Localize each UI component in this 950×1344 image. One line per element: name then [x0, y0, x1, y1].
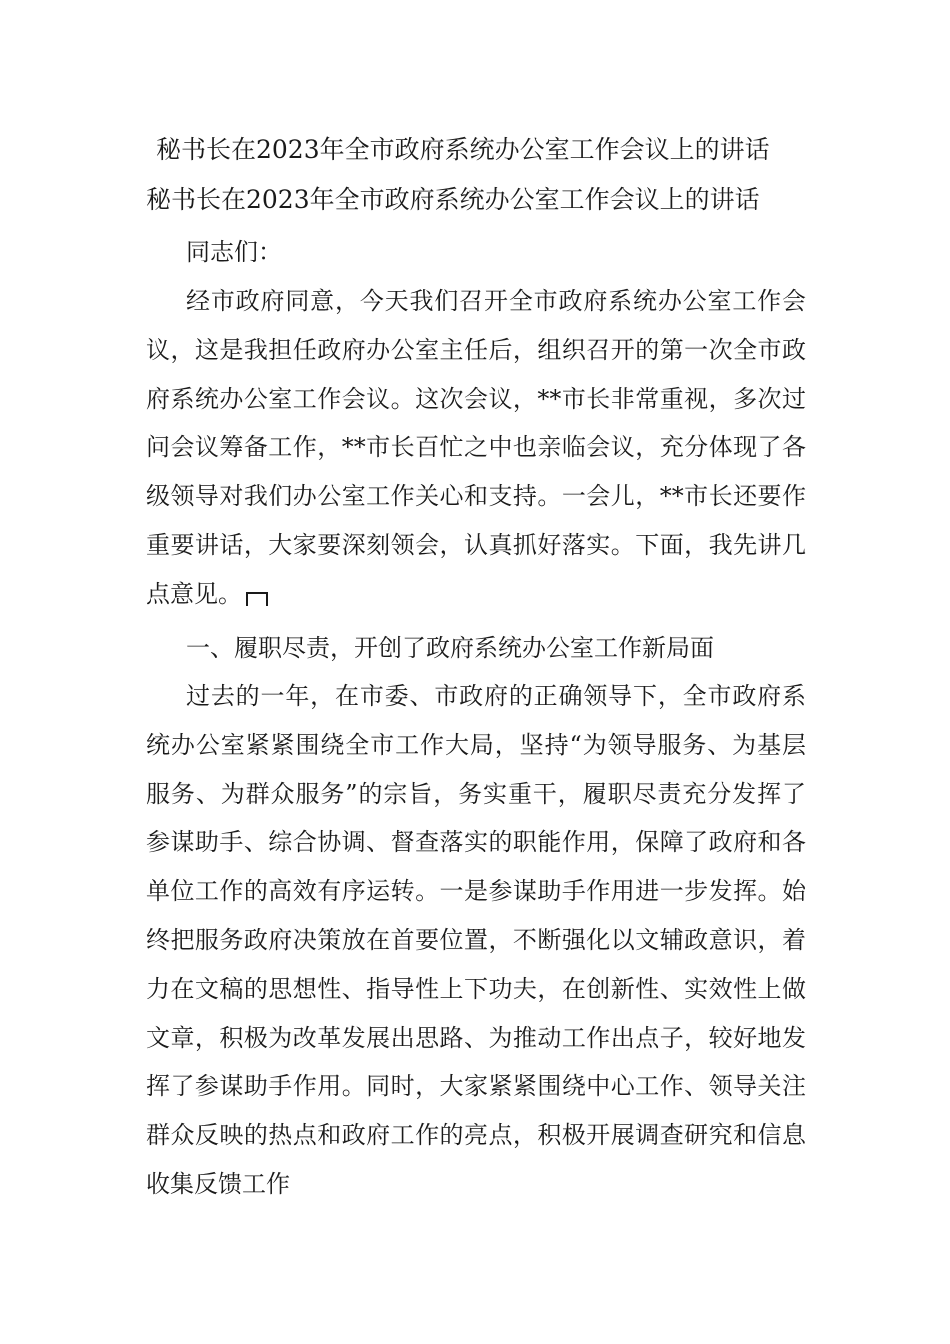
document-title: 秘书长在2023年全市政府系统办公室工作会议上的讲话 [156, 135, 770, 164]
paragraph-opening-text: 经市政府同意，今天我们召开全市政府系统办公室工作会议，这是我担任政府办公室主任后，组织召开的第一次全市政府系统办公室工作会议。这次会议，**市长非常重视，多次过问会议筹备工作，**市长百忙之中也亲临会议，充分体现了各级领导对我们办公室工作关心和支持。一会儿，**市长还要作重要讲话，大家要深刻领会，认真抓好落实。下面，我先讲几点意见。 [146, 287, 806, 608]
document-title-repeat: 秘书长在2023年全市政府系统办公室工作会议上的讲话 [146, 185, 760, 214]
section-heading-1: 一、履职尽责，开创了政府系统办公室工作新局面 [186, 634, 714, 662]
paragraph-opening [146, 277, 806, 619]
salutation: 同志们： [186, 238, 282, 266]
editing-mark-icon [246, 592, 268, 606]
paragraph-review: 过去的一年，在市委、市政府的正确领导下，全市政府系统办公室紧紧围绕全市工作大局，坚持“为领导服务、为基层服务、为群众服务”的宗旨，务实重干，履职尽责充分发挥了参谋助手、综合协调、督查落实的职能作用，保障了政府和各单位工作的高效有序运转。一是参谋助手作用进一步发挥。始终把服务政府决策放在首要位置，不断强化以文辅政意识，着力在文稿的思想性、指导性上下功夫，在创新性、实效性上做文章，积极为改革发展出思路、为推动工作出点子，较好地发挥了参谋助手作用。同时，大家紧紧围绕中心工作、领导关注群众反映的热点和政府工作的亮点，积极开展调查研究和信息收集反馈工作 [146, 682, 806, 1198]
